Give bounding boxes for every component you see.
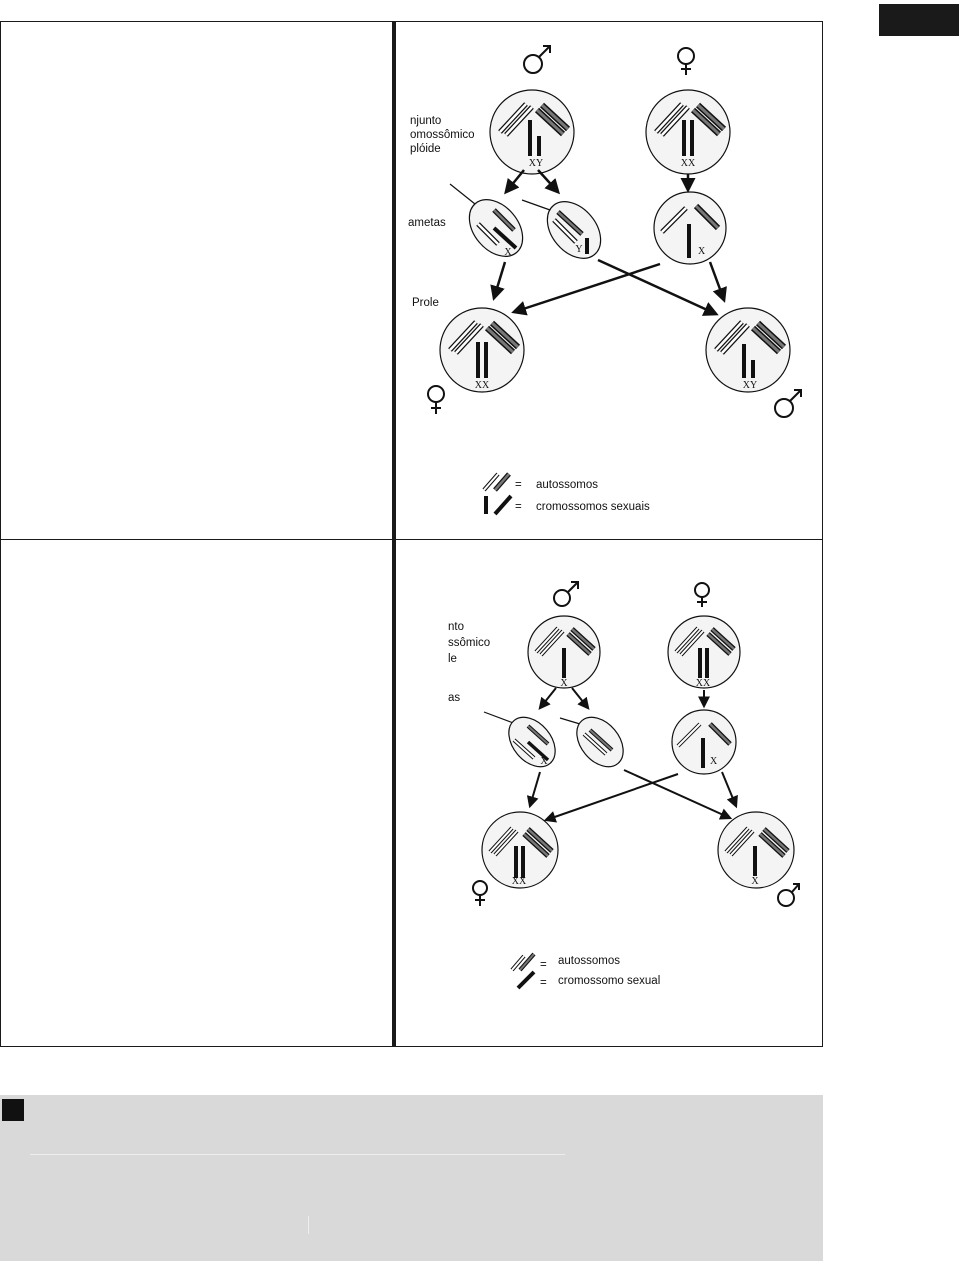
gamete-y-cell xyxy=(522,191,611,268)
son-male-icon xyxy=(775,390,801,417)
label-set-line-1: nto xyxy=(448,621,464,633)
mother-gamete-label: X xyxy=(698,246,706,257)
gamete-x-label: X xyxy=(504,247,512,258)
daughter-female-icon xyxy=(428,386,444,414)
gamete-empty-cell xyxy=(560,708,633,775)
fertilization-arrows xyxy=(494,260,724,314)
mother-gamete-cell xyxy=(672,710,736,774)
female-symbol-icon xyxy=(678,48,694,75)
mother-cell xyxy=(668,616,740,689)
left-side-labels xyxy=(408,115,475,309)
callout-tick xyxy=(308,1216,309,1234)
son-chromosome-label: XY xyxy=(742,380,758,391)
gametes-label: as xyxy=(448,692,461,704)
gamete-y-label: Y xyxy=(575,244,583,255)
daughter-chromosome-label: XX xyxy=(474,380,490,391)
mother-chromosome-label: XX xyxy=(695,678,711,689)
callout-marker xyxy=(2,1099,24,1121)
son-cell xyxy=(706,308,790,392)
legend-sex-label: cromossomo sexual xyxy=(558,975,661,987)
legend-equals-1: = xyxy=(540,959,547,971)
mother-cell xyxy=(646,90,730,174)
gray-callout-box xyxy=(0,1095,823,1261)
table-top-border xyxy=(0,21,823,22)
table-left-border xyxy=(0,21,1,1047)
legend-equals-2: = xyxy=(515,501,522,513)
gametes-label: ametas xyxy=(408,217,446,229)
legend-autosome-swatch-icon xyxy=(484,474,509,490)
father-cell xyxy=(528,616,600,689)
offspring-label: Prole xyxy=(412,297,439,309)
meiosis-arrows xyxy=(540,688,704,708)
label-set-line-3: plóide xyxy=(410,143,441,155)
label-set-line-2: ssômico xyxy=(448,637,491,649)
table-column-divider xyxy=(392,21,396,1047)
daughter-cell xyxy=(440,308,524,392)
fertilization-arrows xyxy=(530,770,736,820)
father-chromosome-label: X xyxy=(560,678,568,689)
table-row-divider xyxy=(0,539,823,540)
father-cell xyxy=(490,90,574,174)
legend xyxy=(484,474,650,514)
label-set-line-3: le xyxy=(448,653,457,665)
gamete-x-cell xyxy=(484,708,565,775)
label-set-line-2: omossômico xyxy=(410,129,475,141)
daughter-female-icon xyxy=(473,881,487,906)
callout-rule xyxy=(30,1154,565,1155)
x0-system-diagram xyxy=(448,570,800,994)
legend-sex-swatch-icon xyxy=(518,972,534,988)
female-symbol-icon xyxy=(695,583,709,607)
male-symbol-icon xyxy=(524,46,550,73)
daughter-cell xyxy=(482,812,558,888)
table-bottom-border xyxy=(0,1046,823,1047)
mother-gamete-label: X xyxy=(710,756,718,767)
son-chromosome-label: X xyxy=(751,876,759,887)
legend-sex-swatch-icon xyxy=(484,496,511,514)
gamete-x-cell xyxy=(450,184,533,267)
legend-autosomes-label: autossomos xyxy=(536,479,599,491)
male-symbol-icon xyxy=(554,582,578,606)
corner-tab xyxy=(879,4,959,36)
legend-equals-1: = xyxy=(515,479,522,491)
mother-chromosome-label: XX xyxy=(680,158,696,169)
daughter-chromosome-label: XX xyxy=(511,876,527,887)
legend-autosomes-label: autossomos xyxy=(558,955,621,967)
gamete-x-label: X xyxy=(540,756,548,767)
label-set-line-1: njunto xyxy=(410,115,442,127)
xy-system-diagram xyxy=(398,38,818,516)
son-male-icon xyxy=(778,884,799,906)
left-side-labels xyxy=(448,621,490,704)
son-cell xyxy=(718,812,794,888)
legend-autosome-swatch-icon xyxy=(512,954,534,970)
father-chromosome-label: XY xyxy=(528,158,544,169)
legend-sex-label: cromossomos sexuais xyxy=(536,501,650,513)
table-right-border xyxy=(822,21,823,1047)
mother-gamete-cell xyxy=(654,192,726,264)
legend xyxy=(512,954,660,989)
legend-equals-2: = xyxy=(540,977,547,989)
